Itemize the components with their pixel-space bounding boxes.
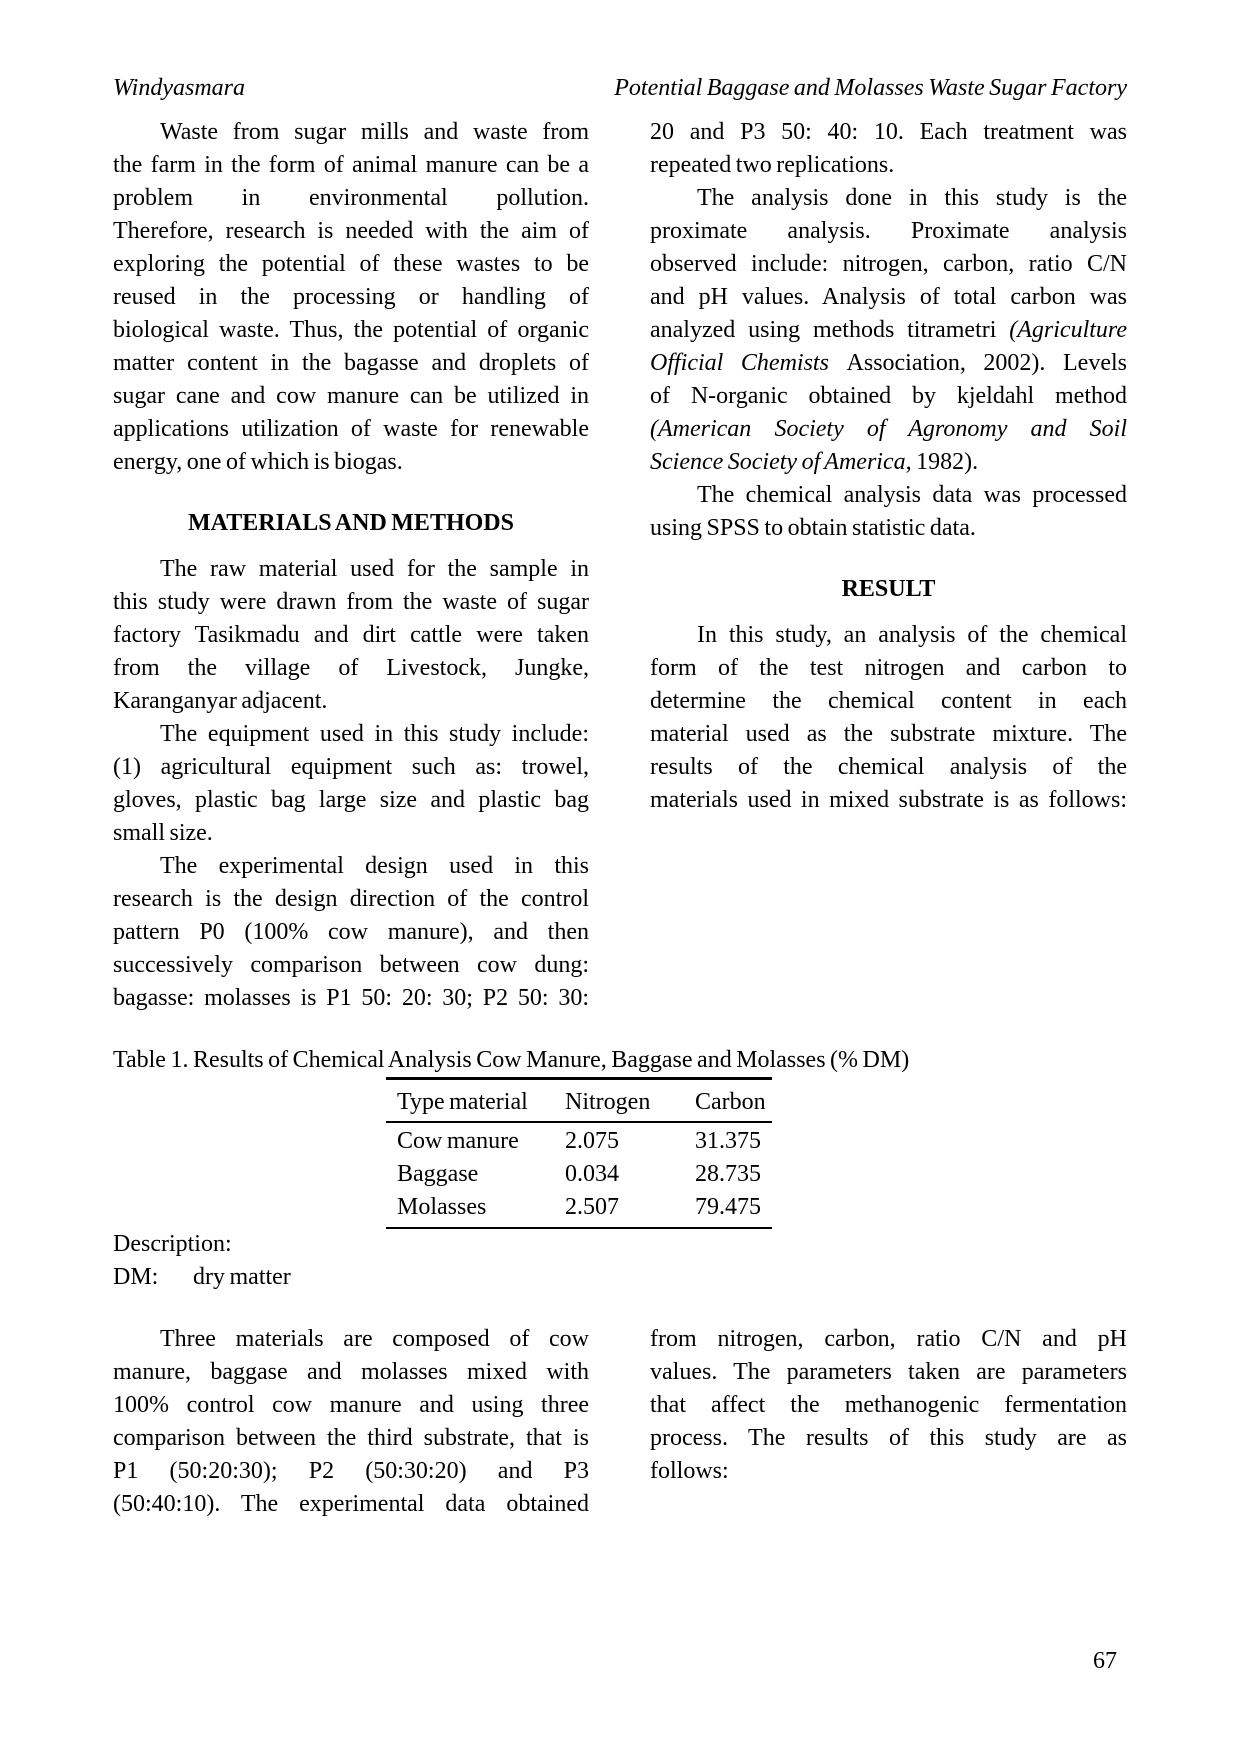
table-header-row (386, 1080, 772, 1123)
text-line (113, 685, 589, 718)
text-line (650, 1422, 1127, 1455)
text-line (650, 512, 1127, 545)
text-line (113, 652, 589, 685)
text-line (113, 784, 589, 817)
text-segment: The chemical analysis data was processed (697, 482, 1127, 508)
text-line (113, 916, 589, 949)
text-segment: (1) agricultural equipment such as: trowel, (113, 754, 589, 780)
text-line (650, 1389, 1127, 1422)
text-line (113, 446, 589, 479)
text-line (113, 215, 589, 248)
text-line (650, 281, 1127, 314)
text-segment: and pH values. Analysis of total carbon was (650, 284, 1127, 310)
text-segment: (50:40:10). The experimental data obtained (113, 1491, 589, 1517)
table-section (113, 1044, 1128, 1229)
right-column-bottom (650, 1323, 1127, 1488)
table-cell: 31.375 (695, 1128, 761, 1154)
text-line (113, 1488, 589, 1521)
text-line (650, 215, 1127, 248)
text-segment: material used as the substrate mixture. The (650, 721, 1127, 747)
text-segment: The analysis done in this study is the (697, 185, 1127, 211)
text-segment: factory Tasikmadu and dirt cattle were taken (113, 622, 589, 648)
table-cell: Cow manure (397, 1128, 519, 1154)
text-segment: pattern P0 (100% cow manure), and then (113, 919, 589, 945)
description-label: Description: (113, 1231, 232, 1257)
text-segment: values. The parameters taken are parameters (650, 1359, 1127, 1385)
text-line (113, 1422, 589, 1455)
text-line (113, 817, 589, 850)
italic-text: Science Society of America, (650, 449, 912, 475)
header-author: Windyasmara (113, 75, 245, 101)
paragraph (650, 619, 1127, 817)
text-line (113, 586, 589, 619)
table-row (386, 1191, 772, 1224)
paragraph (113, 850, 589, 1015)
text-line (650, 1323, 1127, 1356)
table-caption: Table 1. Results of Chemical Analysis Cow Manure, Baggase and Molasses (% DM) (113, 1047, 910, 1073)
left-column (113, 116, 589, 1015)
text-segment: materials used in mixed substrate is as follows: (650, 787, 1127, 813)
text-segment: gloves, plastic bag large size and plastic bag (113, 787, 589, 813)
text-segment: observed include: nitrogen, carbon, ratio C/N (650, 251, 1127, 277)
table-row (386, 1125, 772, 1158)
text-segment: process. The results of this study are as (650, 1425, 1127, 1451)
text-line (650, 446, 1127, 479)
table-cell: 2.075 (565, 1128, 619, 1154)
text-line (650, 652, 1127, 685)
text-line (113, 883, 589, 916)
text-line (113, 380, 589, 413)
text-segment: The equipment used in this study include: (160, 721, 589, 747)
paragraph (650, 182, 1127, 479)
text-segment: In this study, an analysis of the chemical (697, 622, 1127, 648)
text-segment: from nitrogen, carbon, ratio C/N and pH (650, 1326, 1127, 1352)
text-line (113, 1455, 589, 1488)
right-column (650, 116, 1127, 817)
table-body (386, 1123, 772, 1227)
text-line (113, 248, 589, 281)
text-segment: Three materials are composed of cow (160, 1326, 589, 1352)
text-line (650, 248, 1127, 281)
text-line (650, 413, 1127, 446)
text-segment: 100% control cow manure and using three (113, 1392, 589, 1418)
text-segment: of N-organic obtained by kjeldahl method (650, 383, 1127, 409)
text-line (650, 685, 1127, 718)
text-segment: sugar cane and cow manure can be utilized in (113, 383, 589, 409)
italic-text: (American Society of Agronomy and Soil (650, 416, 1127, 442)
section-heading: RESULT (841, 576, 936, 602)
paragraph (113, 718, 589, 850)
text-line (113, 314, 589, 347)
paragraph (650, 116, 1127, 182)
table-cell: Molasses (397, 1194, 487, 1220)
text-line (113, 413, 589, 446)
table-row (386, 1158, 772, 1191)
text-line (650, 1356, 1127, 1389)
text-segment: that affect the methanogenic fermentation (650, 1392, 1127, 1418)
text-segment: Therefore, research is needed with the aim of (113, 218, 589, 244)
text-segment: repeated two replications. (650, 152, 895, 178)
text-segment: Karanganyar adjacent. (113, 688, 328, 714)
text-segment: this study were drawn from the waste of sugar (113, 589, 589, 615)
table-cell: 28.735 (695, 1161, 761, 1187)
text-segment: the farm in the form of animal manure can be a (113, 152, 589, 178)
text-line (113, 949, 589, 982)
dm-line (113, 1261, 291, 1294)
text-line (650, 751, 1127, 784)
text-line (650, 182, 1127, 215)
paragraph (113, 1323, 589, 1521)
dm-abbreviation: DM: (113, 1264, 159, 1290)
text-segment: analyzed using methods titrametri (650, 317, 1010, 343)
text-line (113, 149, 589, 182)
text-segment: determine the chemical content in each (650, 688, 1127, 714)
text-line (650, 347, 1127, 380)
section-heading: MATERIALS AND METHODS (188, 510, 514, 536)
text-line (650, 784, 1127, 817)
text-line (113, 718, 589, 751)
text-segment: 1982). (911, 449, 979, 475)
text-line (650, 619, 1127, 652)
text-line (650, 479, 1127, 512)
text-line (113, 553, 589, 586)
text-segment: exploring the potential of these wastes to be (113, 251, 589, 277)
results-table (386, 1077, 772, 1229)
text-line (650, 149, 1127, 182)
text-line (113, 619, 589, 652)
table-cell: 0.034 (565, 1161, 619, 1187)
text-segment: manure, baggase and molasses mixed with (113, 1359, 589, 1385)
text-segment: Association, 2002). Levels (846, 350, 1127, 376)
table-header-cell: Nitrogen (565, 1089, 651, 1115)
text-line (113, 1356, 589, 1389)
text-line (113, 982, 589, 1015)
table-header-cell: Carbon (695, 1089, 766, 1115)
paragraph (650, 479, 1127, 545)
italic-text: (Agriculture (1009, 317, 1127, 343)
text-segment: energy, one of which is biogas. (113, 449, 403, 475)
text-segment: problem in environmental pollution. (113, 185, 589, 211)
text-segment: 20 and P3 50: 40: 10. Each treatment was (650, 119, 1127, 145)
paragraph (113, 116, 589, 479)
text-line (113, 751, 589, 784)
text-segment: comparison between the third substrate, that is (113, 1425, 589, 1451)
text-segment: The raw material used for the sample in (160, 556, 589, 582)
text-line (113, 1389, 589, 1422)
dm-definition: dry matter (193, 1264, 291, 1290)
paragraph (113, 553, 589, 718)
text-segment: P1 (50:20:30); P2 (50:30:20) and P3 (113, 1458, 589, 1484)
text-segment: applications utilization of waste for renewable (113, 416, 589, 442)
table-cell: 2.507 (565, 1194, 619, 1220)
text-segment: successively comparison between cow dung: (113, 952, 589, 978)
text-segment: results of the chemical analysis of the (650, 754, 1127, 780)
table-description (113, 1228, 291, 1294)
text-line (113, 347, 589, 380)
text-segment: matter content in the bagasse and droplets of (113, 350, 589, 376)
table-header-cell: Type material (397, 1089, 528, 1115)
text-line (650, 1455, 1127, 1488)
text-line (650, 314, 1127, 347)
text-segment: from the village of Livestock, Jungke, (113, 655, 589, 681)
text-segment: bagasse: molasses is P1 50: 20: 30; P2 50: 30: (113, 985, 589, 1011)
text-segment: proximate analysis. Proximate analysis (650, 218, 1127, 244)
text-segment: small size. (113, 820, 213, 846)
text-segment: using SPSS to obtain statistic data. (650, 515, 976, 541)
text-segment: research is the design direction of the control (113, 886, 589, 912)
text-line (113, 281, 589, 314)
table-cell: Baggase (397, 1161, 479, 1187)
text-line (113, 182, 589, 215)
text-segment: reused in the processing or handling of (113, 284, 589, 310)
text-line (113, 850, 589, 883)
text-segment: follows: (650, 1458, 729, 1484)
text-line (113, 1323, 589, 1356)
text-segment: form of the test nitrogen and carbon to (650, 655, 1127, 681)
text-line (650, 380, 1127, 413)
text-segment: Waste from sugar mills and waste from (160, 119, 589, 145)
text-segment: The experimental design used in this (160, 853, 589, 879)
page-header (113, 72, 1127, 105)
italic-text: Official Chemists (650, 350, 847, 376)
page-number: 67 (1093, 1648, 1117, 1674)
table-cell: 79.475 (695, 1194, 761, 1220)
text-line (113, 116, 589, 149)
text-segment: biological waste. Thus, the potential of organic (113, 317, 589, 343)
paragraph (650, 1323, 1127, 1488)
header-article-title: Potential Baggase and Molasses Waste Sugar Factory (614, 75, 1127, 101)
text-line (650, 116, 1127, 149)
text-line (650, 718, 1127, 751)
left-column-bottom (113, 1323, 589, 1521)
